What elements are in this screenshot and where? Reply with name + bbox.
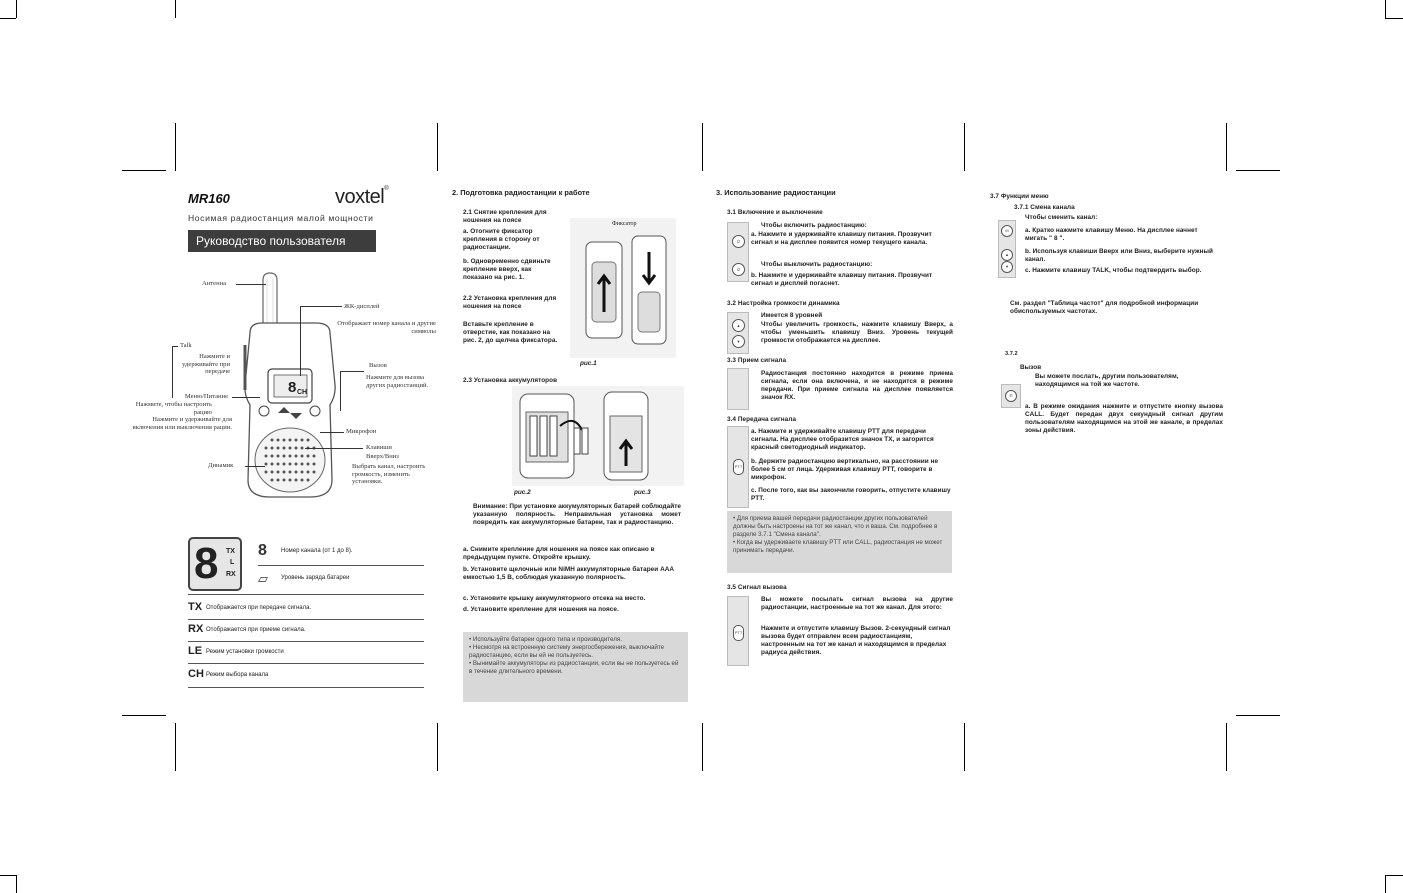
note-text: Несмотря на встроенную систему энергосбережения, выключайте радиостанцию, если вы ей не пользуетесь. xyxy=(469,644,665,659)
note-text: Используйте батареи одного типа и производителя. xyxy=(472,636,622,643)
section-title: 2. Подготовка радиостанции к работе xyxy=(452,188,590,197)
crop-mark xyxy=(0,875,16,876)
leader-line xyxy=(300,306,342,307)
body-text: Чтобы сменить канал: xyxy=(1025,214,1098,221)
down-arrow-icon: ▼ xyxy=(732,335,745,348)
crop-mark xyxy=(1226,723,1227,771)
legend-text-le: Режим установки громкости xyxy=(206,649,284,655)
step-text: a. Отогните фиксатор крепления в сторону от радиостанции. xyxy=(463,228,540,251)
warning-text: Внимание: При установке аккумуляторных батарей соблюдайте указанную полярность. Неправильная установка может повредить как аккумуляторные батареи, так и радиостанцию. xyxy=(473,503,681,526)
label-keys-desc: Выбрать канал, настроить громкость, изменить установки. xyxy=(352,463,426,485)
figure-caption: рис.1 xyxy=(580,360,597,367)
step-text: a. Нажмите и удерживайте клавишу PTT для передачи сигнала. На дисплее отобразится значок TX, и загорится красный светодиодный индикатор. xyxy=(751,428,934,451)
crop-mark xyxy=(1385,875,1403,876)
call-icon: ✆ xyxy=(1005,390,1017,402)
body-text: Чтобы выключить радиостанцию: xyxy=(761,261,873,268)
note-item: • Используйте батареи одного типа и производителя. xyxy=(469,636,622,643)
body-text: Вызов xyxy=(1020,364,1042,371)
label-antenna: Антенна xyxy=(202,280,227,287)
step-text: c. Нажмите клавишу TALK, чтобы подтвердить выбор. xyxy=(1025,267,1202,274)
crop-mark xyxy=(1385,18,1403,19)
divider xyxy=(188,663,424,664)
legend-text-ch: Режим выбора канала xyxy=(206,672,269,678)
label-speaker: Динамик xyxy=(208,462,234,469)
power-icon: ⏻ xyxy=(732,263,745,276)
label-lcd-desc: Отображает номер канала и другие символы xyxy=(337,320,436,335)
icon-panel xyxy=(998,220,1016,278)
subsection-title: 3.5 Сигнал вызова xyxy=(727,584,787,591)
subsection-title: 3.7.2 xyxy=(1005,351,1018,357)
figure-caption: рис.2 xyxy=(514,489,531,496)
brand-text: voxtel xyxy=(335,186,385,208)
down-arrow-icon: ▼ xyxy=(1001,261,1013,273)
label-talk-desc: Нажмите и удерживайте при передаче xyxy=(182,353,230,375)
legend-sym-tx: TX xyxy=(188,601,203,613)
crop-mark xyxy=(16,875,17,893)
lcd-digit: 8 xyxy=(194,539,219,588)
leader-line xyxy=(172,346,173,398)
leader-line xyxy=(340,371,364,372)
crop-mark xyxy=(964,123,965,171)
power-icon: ⏻ xyxy=(732,235,745,248)
step-text: a. Снимите крепление для ношения на поясе как описано в предыдущем пункте. Откройте крышку. xyxy=(463,546,655,561)
radio-illustration xyxy=(240,265,340,500)
step-text: a. Кратко нажмите клавишу Меню. На дисплее начнет мигать " 8 ". xyxy=(1025,227,1198,242)
note-text: Для приема вашей передачи радиостанции других пользователей должны быть настроены на тот же канал, что и ваша. См. подробнее в разделе 3.7.1 "Смена канала". xyxy=(733,515,938,538)
crop-mark xyxy=(122,715,166,716)
leader-line xyxy=(300,306,301,376)
step-text: c. После того, как вы закончили говорить, отпустите клавишу PTT. xyxy=(751,487,951,502)
label-menu-desc: Нажмите, чтобы настроить рацию xyxy=(135,401,212,416)
belt-clip-drawing xyxy=(576,232,672,352)
screen-ch: CH xyxy=(297,389,308,396)
divider xyxy=(188,619,424,620)
step-text: c. Установите крышку аккумуляторного отсека на место. xyxy=(463,595,646,602)
icon-panel xyxy=(1001,384,1021,408)
divider xyxy=(188,687,424,688)
crop-mark xyxy=(1385,875,1386,893)
step-text: b. Установите щелочные или NiMH аккумуляторные батареи AAA емкостью 1,5 В, соблюдая указанную полярность. xyxy=(463,566,674,581)
subsection-title: 3.3 Прием сигнала xyxy=(727,357,787,364)
crop-mark xyxy=(1226,123,1227,171)
body-text: Имеется 8 уровней xyxy=(761,312,823,319)
call-icon: PTT xyxy=(733,625,744,641)
screen-digit: 8 xyxy=(288,379,297,396)
icon-panel xyxy=(727,368,749,410)
step-text: b. Нажмите и удерживайте клавишу питания. Прозвучит сигнал и дисплей погаснет. xyxy=(751,272,933,287)
leader-line xyxy=(340,371,341,411)
notes-box xyxy=(727,511,952,573)
label-mic: Микрофон xyxy=(346,428,377,435)
body-text: Чтобы увеличить громкость, нажмите клавишу Вверх, а чтобы уменьшить клавишу Вниз. Уровень текущей громкости отображается на дисплее. xyxy=(761,321,953,344)
step-text: b. Используя клавиши Вверх или Вниз, выберите нужный канал. xyxy=(1025,248,1213,263)
label-call: Вызов xyxy=(369,362,387,369)
step-text: d. Установите крепление для ношения на поясе. xyxy=(463,606,619,613)
legend-sym-channel: 8 xyxy=(258,542,267,559)
note-item: • Несмотря на встроенную систему энергосбережения, выключайте радиостанцию, если вы ей не пользуетесь. xyxy=(469,644,665,659)
crop-mark xyxy=(175,123,176,171)
battery-drawing xyxy=(512,386,684,486)
subsection-title: 2.1 Снятие крепления для ношения на поясе xyxy=(463,209,547,224)
note-item: • Когда вы удерживаете клавишу PTT или CALL, радиостанция не может принимать передачи. xyxy=(733,539,943,554)
section-title: 3. Использование радиостанции xyxy=(716,188,836,197)
battery-icon: ▱ xyxy=(258,571,268,586)
note-text: Когда вы удерживаете клавишу PTT или CALL, радиостанция не может принимать передачи. xyxy=(733,539,943,554)
section-title: 3.7 Функции меню xyxy=(990,193,1049,200)
fix-label: Фиксатор xyxy=(612,221,637,227)
crop-mark xyxy=(1236,170,1280,171)
crop-mark xyxy=(122,170,166,171)
lcd-rx: RX xyxy=(226,571,236,578)
menu-icon: M xyxy=(1001,225,1013,237)
step-text: b. Держите радиостанцию вертикально, на расстоянии не более 5 см от лица. Удерживая клавишу PTT, говорите в микрофон. xyxy=(751,458,939,481)
icon-panel xyxy=(727,426,749,508)
body-text: Вы можете послать, другим пользователям, находящимся на той же частоте. xyxy=(1035,373,1179,388)
leader-line xyxy=(232,397,260,398)
leader-line xyxy=(320,432,344,433)
legend-text-tx: Отображается при передаче сигнала. xyxy=(206,605,312,611)
body-text: Вы можете посылать сигнал вызова на другие радиостанции, настроенные на тот же канал. Для этого: xyxy=(761,596,953,611)
crop-mark xyxy=(437,123,438,171)
crop-mark xyxy=(1236,715,1280,716)
notes-box xyxy=(463,632,688,702)
legend-sym-rx: RX xyxy=(188,623,204,635)
label-menu: Меню/Питание xyxy=(184,393,228,400)
label-menu-desc2: Нажмите и удерживайте для включения или выключения рации. xyxy=(132,416,232,431)
icon-panel xyxy=(727,596,749,666)
label-talk: Talk xyxy=(180,342,192,349)
model-name: MR160 xyxy=(188,191,230,206)
crop-mark xyxy=(16,0,17,18)
body-text: Нажмите и отпустите клавишу Вызов. 2-секундный сигнал вызова будет отправлен всем радиостанциям, настроенным на тот же канал и находящимся в пределах радиуса действия. xyxy=(761,625,951,656)
crop-mark xyxy=(964,723,965,771)
lcd-l: L xyxy=(230,559,235,566)
legend-text-rx: Отображается при приеме сигнала. xyxy=(206,627,306,633)
note-text: Вынимайте аккумуляторы из радиостанции, если вы не пользуетесь ей в течение длительного времени. xyxy=(469,660,679,675)
label-keys-dir: Вверх/Вниз xyxy=(366,453,399,460)
label-keys: Клавиши xyxy=(366,444,392,451)
brand-logo: voxtel® xyxy=(335,186,389,208)
crop-mark xyxy=(702,123,703,171)
leader-line xyxy=(245,466,265,467)
manual-banner: Руководство пользователя xyxy=(188,230,376,252)
up-arrow-icon: ▲ xyxy=(1001,249,1013,261)
body-text: Радиостанция постоянно находится в режиме приема сигнала, если она включена, и не находится в режиме передачи. При приеме сигнала на дисплее появляется значок RX. xyxy=(761,370,953,401)
crop-mark xyxy=(702,723,703,771)
note-item: • Для приема вашей передачи радиостанции других пользователей должны быть настроены на тот же канал, что и ваша. См. подробнее в разделе 3.7.1 "Смена канала". xyxy=(733,515,938,538)
step-text: b. Одновременно сдвиньте крепление вверх, как показано на рис. 1. xyxy=(463,258,551,281)
step-text: Вставьте крепление в отверстие, как показано на рис. 2, до щелчка фиксатора. xyxy=(463,321,558,344)
body-text: См. раздел "Таблица частот" для подробной информации обиспользуемых частотах. xyxy=(1010,300,1199,315)
leader-line xyxy=(236,284,266,285)
up-arrow-icon: ▲ xyxy=(732,319,745,332)
lcd-panel xyxy=(188,537,242,591)
note-item: • Вынимайте аккумуляторы из радиостанции, если вы не пользуетесь ей в течение длительного времени. xyxy=(469,660,679,675)
figure-caption: рис.3 xyxy=(634,489,651,496)
legend-sym-le: LE xyxy=(188,645,203,657)
subsection-title: 3.7.1 Смена канала xyxy=(1014,204,1075,211)
body-text: Чтобы включить радиостанцию: xyxy=(761,222,867,229)
divider xyxy=(188,594,424,595)
label-lcd: ЖК-дисплей xyxy=(344,303,380,310)
subsection-title: 2.3 Установка аккумуляторов xyxy=(463,377,558,384)
step-text: a. Нажмите и удерживайте клавишу питания. Прозвучит сигнал и на дисплее появится номер текущего канала. xyxy=(751,231,932,246)
label-call-desc: Нажмите для вызова других радиостанций. xyxy=(366,374,429,389)
subtitle: Носимая радиостанция малой мощности xyxy=(188,213,374,223)
crop-mark xyxy=(437,723,438,771)
crop-mark xyxy=(175,723,176,771)
legend-sym-ch: CH xyxy=(188,668,204,680)
divider xyxy=(188,641,424,642)
subsection-title: 3.2 Настройка громкости динамика xyxy=(727,300,840,307)
crop-mark xyxy=(175,0,176,18)
lcd-tx: TX xyxy=(226,548,235,555)
figure-1 xyxy=(570,218,676,358)
subsection-title: 2.2 Установка крепления для ношения на поясе xyxy=(463,295,557,310)
leader-line xyxy=(305,448,363,449)
ptt-icon: PTT xyxy=(733,459,744,475)
crop-mark xyxy=(0,18,16,19)
figure-2-3 xyxy=(512,386,684,486)
icon-panel xyxy=(727,312,749,354)
legend-text-channel: Номер канала (от 1 до 8). xyxy=(281,548,353,554)
step-text: a. В режиме ожидания нажмите и отпустите кнопку вызова CALL. Будет передан двух секундный сигнал другим пользователям находящимся на этой же канале, в пределах зоны действия. xyxy=(1025,403,1223,434)
crop-mark xyxy=(1385,0,1386,18)
legend-text-battery: Уровень заряда батареи xyxy=(281,575,350,581)
subsection-title: 3.1 Включение и выключение xyxy=(727,209,823,216)
divider xyxy=(258,565,424,566)
subsection-title: 3.4 Передача сигнала xyxy=(727,416,796,423)
icon-panel xyxy=(727,222,749,282)
